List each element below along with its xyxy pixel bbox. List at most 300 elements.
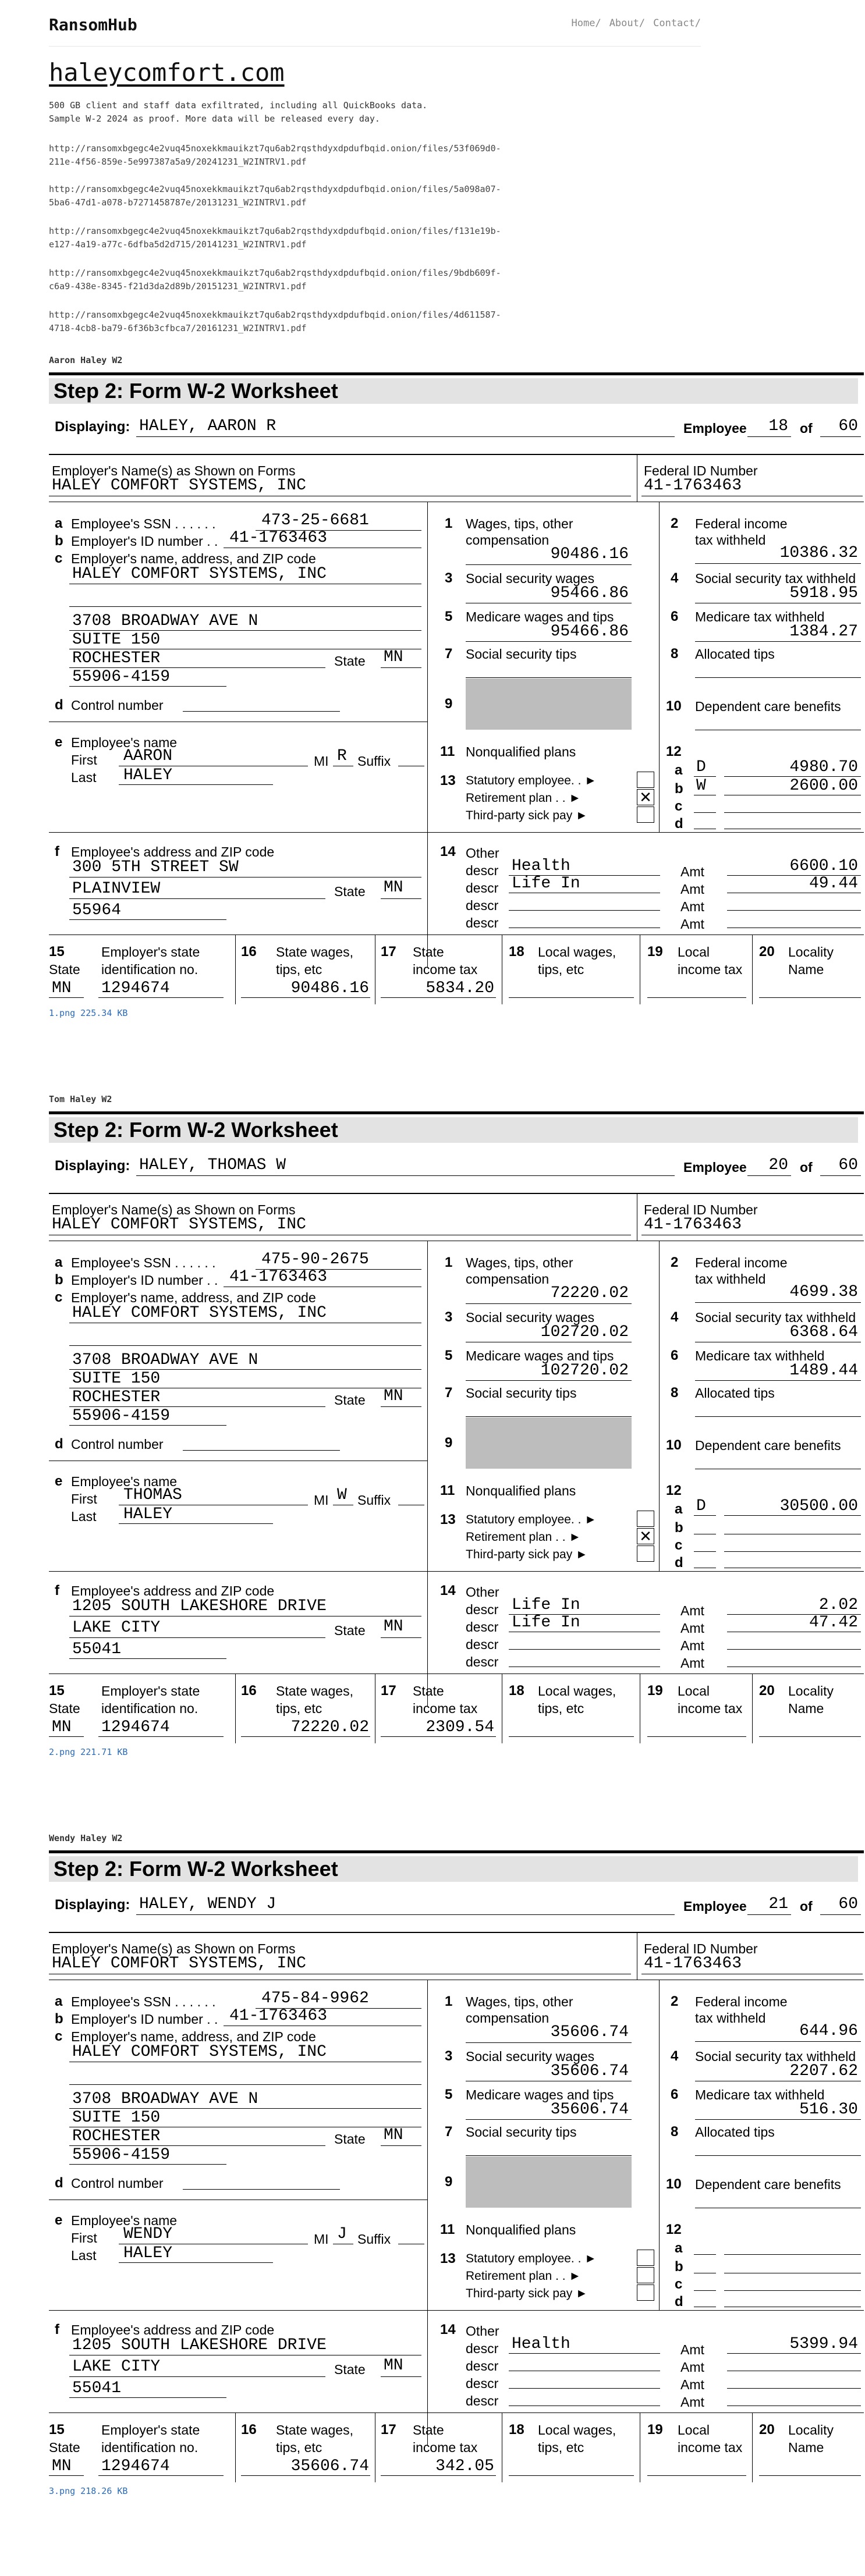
statutory-employee-checkbox[interactable]	[637, 1511, 654, 1527]
box1-label: Wages, tips, other	[466, 1255, 573, 1270]
divider	[49, 1571, 864, 1572]
box18-label: tips, etc	[538, 962, 584, 977]
underline	[820, 436, 861, 437]
box-number: 13	[440, 1512, 456, 1527]
box4-value: 6368.64	[789, 1323, 858, 1341]
employer-state: MN	[384, 648, 403, 666]
box-number: 3	[445, 1309, 453, 1325]
box19-label: Local	[678, 2422, 710, 2438]
employer-name-label: Employer's Name(s) as Shown on Forms	[52, 1202, 296, 1217]
underline	[759, 1736, 861, 1737]
descr-label: descr	[466, 2393, 499, 2408]
state-wages: 90486.16	[290, 979, 369, 997]
box2-value: 10386.32	[779, 544, 858, 562]
box-number: 15	[49, 944, 65, 960]
box-number: 8	[671, 1385, 679, 1401]
box-number: 4	[671, 570, 679, 586]
employer-address-line: 3708 BROADWAY AVE N	[72, 612, 258, 630]
box4-label: Social security tax withheld	[695, 2049, 856, 2064]
file-link-text[interactable]: e127-4a19-a77c-6dfba5d2d715/20141231_W2INTRV1.pdf	[49, 239, 307, 250]
box-number: 4	[671, 2048, 679, 2064]
divider	[49, 2412, 864, 2413]
box-number: 7	[445, 646, 453, 662]
divider	[49, 1673, 864, 1674]
underline	[647, 997, 746, 998]
employer-name-value: HALEY COMFORT SYSTEMS, INC	[52, 477, 306, 495]
box8-label: Allocated tips	[695, 2124, 775, 2140]
box-number: 7	[445, 1385, 453, 1401]
amt-label: Amt	[680, 864, 704, 879]
box1-label: compensation	[466, 2010, 550, 2026]
attachment-link[interactable]: 3.png 218.26 KB	[49, 2486, 128, 2496]
box-number: 19	[647, 2422, 663, 2438]
employer-city: ROCHESTER	[72, 2127, 161, 2145]
underline	[183, 2189, 340, 2190]
employee-name-label: Employee's name	[71, 2213, 178, 2228]
ein-label: Employer's ID number . .	[71, 1273, 218, 1288]
box-number: 6	[671, 1348, 679, 1363]
first-name-value: WENDY	[123, 2225, 173, 2243]
fed-id-value: 41-1763463	[644, 1216, 742, 1234]
underline	[694, 1515, 716, 1516]
site-brand[interactable]: RansomHub	[49, 15, 137, 34]
box6-label: Medicare tax withheld	[695, 2087, 825, 2102]
box14-descr-1: Life In	[512, 1596, 580, 1614]
box-number: 5	[445, 2087, 453, 2102]
box-letter: b	[55, 2011, 63, 2027]
file-link-text[interactable]: 5ba6-47d1-a078-b7271458787e/20131231_W2INTRV1.pdf	[49, 197, 307, 208]
underline	[381, 1406, 421, 1407]
box-letter: c	[55, 1289, 63, 1305]
retirement-plan-checkbox[interactable]: ✕	[637, 789, 654, 805]
box1-value: 72220.02	[550, 1284, 629, 1302]
descr-label: descr	[466, 1602, 499, 1617]
box4-value: 5918.95	[789, 584, 858, 602]
box14-descr-2: Life In	[512, 875, 580, 893]
box2-label: Federal income	[695, 516, 788, 531]
file-link-text[interactable]: 211e-4f56-859e-5e997387a5a9/20241231_W2INTRV1.pdf	[49, 157, 307, 167]
employee-state: MN	[384, 879, 403, 897]
box-number: 18	[509, 944, 524, 960]
mi-label: MI	[314, 2232, 329, 2247]
underline	[509, 2475, 634, 2476]
nav-about-link[interactable]: About/	[609, 17, 646, 29]
third-party-sick-pay-checkbox[interactable]	[637, 2284, 654, 2301]
underline	[466, 1416, 632, 1417]
box-number: 18	[509, 2422, 524, 2438]
last-label: Last	[71, 770, 97, 785]
box14-label: Other	[466, 1584, 499, 1600]
underline	[119, 2262, 273, 2263]
box16-label: tips, etc	[276, 1701, 322, 1716]
underline	[820, 1914, 861, 1915]
underline	[466, 2042, 632, 2043]
employee-address-label: Employee's address and ZIP code	[71, 2322, 275, 2337]
attachment-link[interactable]: 1.png 225.34 KB	[49, 1008, 128, 1018]
employer-address-line: HALEY COMFORT SYSTEMS, INC	[72, 565, 327, 583]
employee-address-label: Employee's address and ZIP code	[71, 844, 275, 859]
box1-value: 90486.16	[550, 545, 629, 563]
box12-code-letter: b	[675, 2259, 683, 2275]
box-letter: c	[55, 550, 63, 566]
box14-label: Other	[466, 845, 499, 861]
box12a-code: D	[696, 1497, 706, 1515]
underline	[136, 436, 675, 437]
box-number: 20	[759, 1683, 775, 1699]
amt-label: Amt	[680, 2360, 704, 2375]
box-number: 20	[759, 944, 775, 960]
box14-amount-1: 2.02	[818, 1596, 858, 1614]
employee-number: 20	[768, 1156, 788, 1174]
underline	[724, 2290, 861, 2291]
file-link-text[interactable]: http://ransomxbgegc4e2vuq45noxekkmauikzt7qu6ab2rqsthdyxdpdufbqid.onion/files/5a098a07-	[49, 184, 501, 194]
box10-label: Dependent care benefits	[695, 1438, 841, 1453]
displaying-label: Displaying:	[55, 419, 130, 435]
statutory-employee-checkbox[interactable]	[637, 772, 654, 788]
underline	[466, 564, 632, 565]
employee-label: Employee	[683, 421, 747, 436]
employee-address-label: Employee's address and ZIP code	[71, 1583, 275, 1598]
box12a-amount: 30500.00	[779, 1497, 858, 1515]
box11-label: Nonqualified plans	[466, 2222, 576, 2237]
employer-address-line: SUITE 150	[72, 2109, 161, 2127]
third-party-sick-pay-label: Third-party sick pay ►	[466, 809, 588, 822]
employee-city: LAKE CITY	[72, 1619, 161, 1637]
employer-name-value: HALEY COMFORT SYSTEMS, INC	[52, 1955, 306, 1973]
box19-label: Local	[678, 944, 710, 960]
retirement-plan-label: Retirement plan . . ►	[466, 1530, 582, 1544]
box-letter: f	[55, 1583, 59, 1598]
box12-code-letter: b	[675, 1520, 683, 1536]
box14-descr-1: Health	[512, 857, 570, 875]
underline	[747, 436, 791, 437]
box8-label: Allocated tips	[695, 646, 775, 662]
box11-label: Nonqualified plans	[466, 1483, 576, 1498]
box12-code-letter: a	[675, 2240, 683, 2256]
state-id: 1294674	[101, 1718, 170, 1736]
employer-zip: 55906-4159	[72, 668, 171, 686]
employee-zip: 55041	[72, 2379, 122, 2397]
divider	[752, 1673, 753, 1743]
underline	[119, 1523, 273, 1524]
box-number: 10	[666, 698, 682, 714]
box15-label: Employer's state	[101, 1683, 200, 1699]
state-label: State	[334, 653, 366, 669]
box-number: 16	[241, 944, 257, 960]
box5-value: 95466.86	[550, 623, 629, 641]
box-number: 15	[49, 1683, 65, 1699]
employee-address-line: 1205 SOUTH LAKESHORE DRIVE	[72, 2336, 327, 2354]
last-name-value: HALEY	[123, 2244, 173, 2262]
box11-label: Nonqualified plans	[466, 744, 576, 759]
underline	[49, 997, 84, 998]
file-link[interactable]	[49, 142, 561, 169]
underline	[183, 711, 340, 712]
state-code: MN	[52, 2457, 72, 2475]
box1-label: Wages, tips, other	[466, 1994, 573, 2009]
box-number: 15	[49, 2422, 65, 2438]
descr-label: descr	[466, 2341, 499, 2356]
box14-amount-1: 5399.94	[789, 2335, 858, 2353]
employee-zip: 55964	[72, 901, 122, 919]
of-label: of	[800, 1899, 813, 1914]
underline	[727, 1649, 861, 1650]
state-income-tax: 5834.20	[426, 979, 494, 997]
underline	[727, 2353, 861, 2354]
box-number: 17	[381, 944, 396, 960]
box-letter: a	[55, 1255, 63, 1270]
file-link[interactable]	[49, 308, 561, 335]
file-link-text[interactable]: http://ransomxbgegc4e2vuq45noxekkmauikzt7qu6ab2rqsthdyxdpdufbqid.onion/files/4d611587-	[49, 310, 501, 320]
box14-amount-1: 6600.10	[789, 857, 858, 875]
box-number: 2	[671, 1994, 679, 2009]
underline	[509, 910, 660, 911]
underline	[509, 2388, 660, 2389]
underline	[98, 2475, 224, 2476]
employee-number: 18	[768, 417, 788, 435]
box-letter: a	[55, 1994, 63, 2009]
suffix-label: Suffix	[357, 1493, 391, 1508]
box20-label: Locality	[788, 944, 834, 960]
underline	[381, 2145, 421, 2146]
underline	[509, 2353, 660, 2354]
employer-address-line: SUITE 150	[72, 631, 161, 649]
box-number: 8	[671, 2124, 679, 2140]
amt-label: Amt	[680, 899, 704, 914]
divider	[752, 935, 753, 1004]
employer-address-label: Employer's name, address, and ZIP code	[71, 551, 316, 566]
divider	[427, 502, 428, 967]
box15-label: State	[49, 962, 80, 977]
fed-id-value: 41-1763463	[644, 477, 742, 495]
employee-name-label: Employee's name	[71, 735, 178, 750]
ssn-label: Employee's SSN . . . . . .	[71, 516, 216, 531]
underline	[695, 1416, 861, 1417]
box-number: 14	[440, 2322, 456, 2337]
box18-label: Local wages,	[538, 1683, 616, 1699]
box-number: 16	[241, 2422, 257, 2438]
amt-label: Amt	[680, 2394, 704, 2410]
underline	[509, 997, 634, 998]
third-party-sick-pay-checkbox[interactable]	[637, 1545, 654, 1562]
descr-label: descr	[466, 1619, 499, 1635]
employee-label: Employee	[683, 1899, 747, 1914]
box12-code-letter: d	[675, 816, 683, 832]
employee-city: PLAINVIEW	[72, 880, 161, 898]
of-label: of	[800, 421, 813, 436]
underline	[695, 677, 861, 678]
box-letter: f	[55, 844, 59, 859]
box-letter: d	[55, 1436, 63, 1452]
box20-label: Locality	[788, 1683, 834, 1699]
divider	[235, 935, 236, 1004]
file-link-text[interactable]: http://ransomxbgegc4e2vuq45noxekkmauikzt7qu6ab2rqsthdyxdpdufbqid.onion/files/53f069d0-	[49, 143, 501, 154]
underline	[466, 1303, 632, 1304]
box2-label: Federal income	[695, 1994, 788, 2009]
underline	[694, 812, 716, 813]
nav-home-link[interactable]: Home/	[571, 17, 601, 29]
underline	[647, 2475, 746, 2476]
box4-label: Social security tax withheld	[695, 571, 856, 586]
underline	[694, 2254, 716, 2255]
state-label: State	[334, 884, 366, 899]
statutory-employee-label: Statutory employee. . ►	[466, 2252, 597, 2265]
box14-amount-2: 49.44	[809, 875, 858, 893]
underline	[241, 2475, 370, 2476]
amt-label: Amt	[680, 1638, 704, 1653]
file-link-text[interactable]: 4718-4cb8-ba79-6f36b3cfbca7/20161231_W2INTRV1.pdf	[49, 323, 307, 333]
box6-label: Medicare tax withheld	[695, 1348, 825, 1363]
file-link-text[interactable]: c6a9-438e-8345-f21d3da2d89b/20151231_W2INTRV1.pdf	[49, 281, 307, 292]
underline	[695, 563, 861, 564]
divider	[49, 1111, 864, 1114]
displaying-value: HALEY, THOMAS W	[139, 1156, 286, 1174]
underline	[747, 1914, 791, 1915]
underline	[724, 1515, 861, 1516]
divider	[427, 1241, 428, 1706]
ssn-value: 475-90-2675	[261, 1250, 369, 1269]
employee-state: MN	[384, 2357, 403, 2375]
box5-label: Medicare wages and tips	[466, 609, 614, 624]
box-number: 5	[445, 1348, 453, 1363]
statutory-employee-label: Statutory employee. . ►	[466, 1513, 597, 1526]
box6-value: 1384.27	[789, 623, 858, 641]
box1-label: compensation	[466, 1271, 550, 1287]
underline	[381, 667, 421, 668]
underline	[466, 677, 632, 678]
box20-label: Locality	[788, 2422, 834, 2438]
box-number: 8	[671, 646, 679, 662]
box12b-code: W	[696, 777, 706, 795]
box12-code-letter: c	[675, 798, 683, 814]
third-party-sick-pay-checkbox[interactable]	[637, 806, 654, 823]
descr-label: descr	[466, 1654, 499, 1669]
underline	[647, 1736, 746, 1737]
mi-value: R	[337, 747, 347, 765]
employer-address-line: HALEY COMFORT SYSTEMS, INC	[72, 2043, 327, 2061]
box19-label: income tax	[678, 1701, 743, 1716]
box17-label: income tax	[413, 1701, 478, 1716]
employer-address-line: 3708 BROADWAY AVE N	[72, 2090, 258, 2108]
retirement-plan-checkbox[interactable]	[637, 2267, 654, 2283]
underline	[466, 2155, 632, 2156]
ssn-value: 473-25-6681	[261, 511, 369, 530]
last-label: Last	[71, 1509, 97, 1524]
state-label: State	[334, 2131, 366, 2147]
underline	[724, 1551, 861, 1552]
employer-address-line: SUITE 150	[72, 1370, 161, 1388]
employee-label: Employee	[683, 1160, 747, 1175]
box-letter: c	[55, 2028, 63, 2044]
box-letter: f	[55, 2322, 59, 2337]
box1-label: Wages, tips, other	[466, 516, 573, 531]
retirement-plan-checkbox[interactable]: ✕	[637, 1528, 654, 1544]
fed-id-value: 41-1763463	[644, 1955, 742, 1973]
file-link-text[interactable]: http://ransomxbgegc4e2vuq45noxekkmauikzt7qu6ab2rqsthdyxdpdufbqid.onion/files/9bdb609f-	[49, 268, 501, 278]
box6-label: Medicare tax withheld	[695, 609, 825, 624]
box12-code-letter: c	[675, 2276, 683, 2292]
file-link[interactable]	[49, 183, 561, 209]
box-number: 18	[509, 1683, 524, 1699]
box-number: 3	[445, 2048, 453, 2064]
file-link[interactable]	[49, 267, 561, 293]
ein-value: 41-1763463	[229, 1268, 328, 1286]
box-number: 19	[647, 1683, 663, 1699]
state-label: State	[334, 1392, 366, 1408]
underline	[69, 2376, 325, 2377]
box3-label: Social security wages	[466, 2049, 595, 2064]
third-party-sick-pay-label: Third-party sick pay ►	[466, 1548, 588, 1561]
underline	[466, 2119, 632, 2120]
box5-value: 35606.74	[550, 2101, 629, 2119]
box-letter: b	[55, 1272, 63, 1288]
box20-label: Name	[788, 1701, 824, 1716]
underline	[695, 641, 861, 642]
box1-value: 35606.74	[550, 2023, 629, 2041]
suffix-label: Suffix	[357, 754, 391, 769]
divider	[49, 454, 864, 455]
employer-address-label: Employer's name, address, and ZIP code	[71, 2029, 316, 2044]
descr-label: descr	[466, 2376, 499, 2391]
descr-label: descr	[466, 863, 499, 878]
box12-code-letter: c	[675, 1537, 683, 1553]
box2-label: tax withheld	[695, 532, 766, 548]
box18-label: Local wages,	[538, 944, 616, 960]
underline	[69, 2084, 421, 2085]
box-number: 20	[759, 2422, 775, 2438]
box12-code-letter: b	[675, 781, 683, 797]
box14-label: Other	[466, 2323, 499, 2339]
box-number: 9	[445, 1435, 453, 1451]
box-number: 3	[445, 570, 453, 586]
box15-label: Employer's state	[101, 944, 200, 960]
underline	[49, 2475, 84, 2476]
box3-label: Social security wages	[466, 571, 595, 586]
box12-code-letter: d	[675, 2294, 683, 2309]
retirement-plan-label: Retirement plan . . ►	[466, 791, 582, 805]
description-line: Sample W-2 2024 as proof. More data will be released every day.	[49, 113, 380, 124]
nav-contact-link[interactable]: Contact/	[653, 17, 701, 29]
box15-label: State	[49, 2440, 80, 2455]
state-income-tax: 2309.54	[426, 1718, 494, 1736]
underline	[69, 898, 325, 899]
divider	[49, 1850, 864, 1853]
attachment-link[interactable]: 2.png 221.71 KB	[49, 1747, 128, 1757]
box20-label: Name	[788, 2440, 824, 2455]
state-label: State	[334, 2362, 366, 2377]
statutory-employee-checkbox[interactable]	[637, 2250, 654, 2266]
third-party-sick-pay-label: Third-party sick pay ►	[466, 2287, 588, 2300]
file-link[interactable]	[49, 225, 561, 251]
box12-code-letter: a	[675, 1501, 683, 1517]
box12a-amount: 4980.70	[789, 758, 858, 776]
underline	[98, 1736, 224, 1737]
underline	[69, 686, 226, 687]
box7-label: Social security tips	[466, 646, 577, 662]
box-number: 9	[445, 696, 453, 712]
box-number: 10	[666, 2176, 682, 2192]
box-number: 11	[440, 2222, 455, 2237]
box4-label: Social security tax withheld	[695, 1310, 856, 1325]
box-letter: e	[55, 2212, 63, 2228]
underline	[694, 2290, 716, 2291]
box-number: 11	[440, 744, 455, 759]
file-link-text[interactable]: http://ransomxbgegc4e2vuq45noxekkmauikzt7qu6ab2rqsthdyxdpdufbqid.onion/files/f131e19b-	[49, 226, 501, 236]
box3-value: 35606.74	[550, 2062, 629, 2080]
ein-value: 41-1763463	[229, 529, 328, 547]
box3-value: 95466.86	[550, 584, 629, 602]
box-number: 5	[445, 609, 453, 624]
